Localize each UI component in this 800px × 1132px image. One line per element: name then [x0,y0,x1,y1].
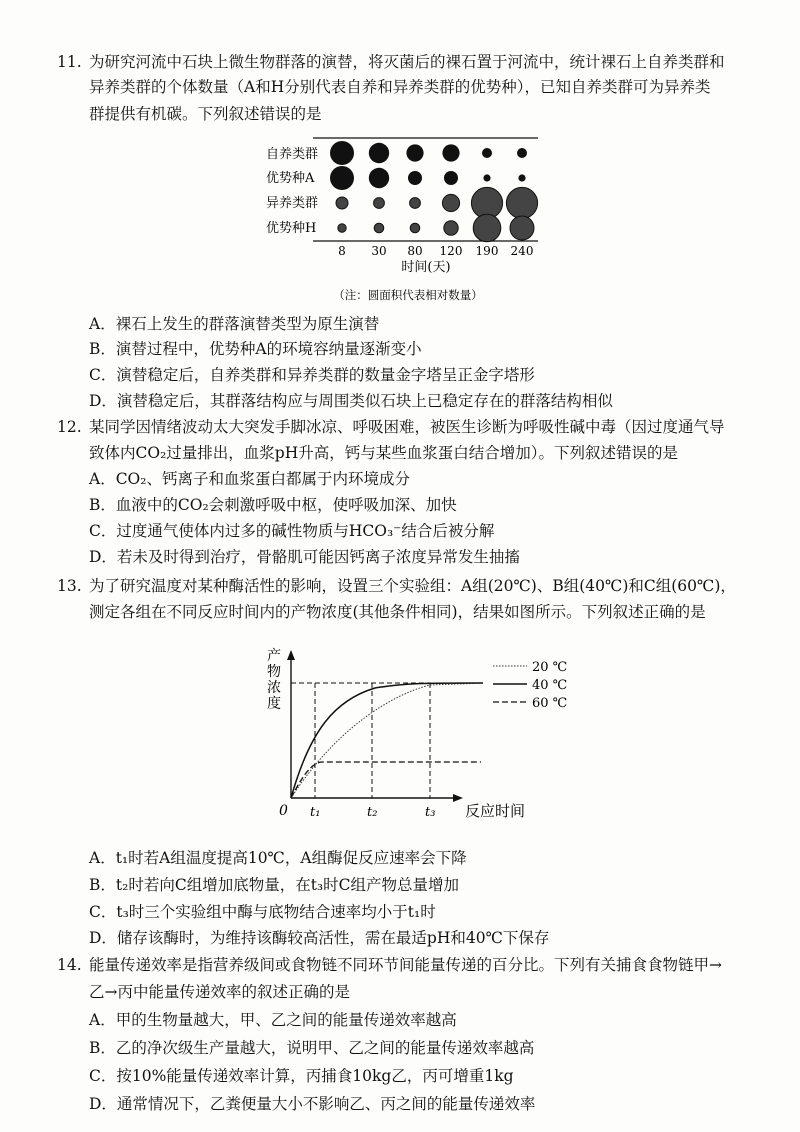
q14-stem-line-1: 能量传递效率是指营养级间或食物链不同环节间能量传递的百分比。下列有关捕食食物链甲→ [89,956,722,974]
q11-x-axis-label: 时间(天) [401,260,451,275]
q13-series-40c [291,683,483,798]
q12-number: 12. [57,418,82,436]
q11-bubble [369,168,389,188]
q11-tick-label: 80 [407,244,423,258]
q13-option-d: D．储存该酶时，为维持该酶较高活性，需在最适pH和40℃下保存 [89,929,550,947]
q13-tick-t1: t₁ [310,805,321,820]
q14-option-c: C．按10%能量传递效率计算，丙捕食10kg乙，丙可增重1kg [89,1067,514,1085]
q11-bubble [406,144,423,161]
q11-bubble [369,143,389,163]
q13-series-60c [291,762,481,798]
q13-tick-t3: t₃ [425,805,436,820]
q11-bubble [517,148,527,158]
q13-tick-t2: t₂ [367,805,378,820]
q13-enzyme-chart [255,640,575,830]
q13-option-a: A．t₁时若A组温度提高10℃，A组酶促反应速率会下降 [89,849,467,867]
q11-bubble [482,148,492,158]
q14-number: 14. [57,956,82,974]
q13-legend-20c: 20 ℃ [532,660,568,675]
q11-bubble [410,198,421,209]
q14-option-b: B．乙的净次级生产量越大，说明甲、乙之间的能量传递效率越高 [89,1039,535,1057]
q11-bubble [330,166,354,190]
q11-tick-label: 8 [338,244,346,258]
q13-x-axis-arrow [453,794,463,802]
q11-bubble [338,224,346,232]
q11-bubble-figure [258,128,548,304]
q13-option-b: B．t₂时若向C组增加底物量，在t₃时C组产物总量增加 [89,876,459,894]
q11-bubble [408,171,422,185]
q11-stem-line-2: 异养类群的个体数量（A和H分别代表自养和异养类群的优势种），已知自养类群可为异养类 [89,78,711,96]
q13-y-axis-label: 产物浓度 [267,648,281,712]
q13-number: 13. [57,577,82,595]
q11-bubble [410,223,420,233]
q11-number: 11. [57,53,82,71]
q13-stem-line-1: 为了研究温度对某种酶活性的影响，设置三个实验组：A组(20℃)、B组(40℃)和C组(60℃)， [89,577,736,595]
q11-bubble [442,194,459,211]
q11-tick-label: 120 [439,244,463,258]
q12-stem-line-1: 某同学因情绪波动太大突发手脚冰凉、呼吸困难，被医生诊断为呼吸性碱中毒（因过度通气导 [89,418,725,436]
q11-row-label: 优势种H [266,221,317,236]
q11-tick-label: 190 [475,244,499,258]
q14-stem-line-2: 乙→丙中能量传递效率的叙述正确的是 [89,983,350,1001]
q11-bubble [444,171,458,185]
q12-option-d: D．若未及时得到治疗，骨骼肌可能因钙离子浓度异常发生抽搐 [89,548,520,566]
q11-bubble [473,214,501,242]
q12-option-b: B．血液中的CO₂会刺激呼吸中枢，使呼吸加深、加快 [89,496,457,514]
q11-row-label: 优势种A [266,171,315,186]
q11-bubble [330,141,354,165]
q11-row-label: 自养类群 [266,147,319,162]
q13-legend-60c: 60 ℃ [532,696,568,711]
q11-option-d: D．演替稳定后，其群落结构应与周围类似石块上已稳定存在的群落结构相似 [89,392,613,410]
q14-option-a: A．甲的生物量越大，甲、乙之间的能量传递效率越高 [89,1011,457,1029]
q11-tick-label: 30 [371,244,387,258]
q11-bubble [374,198,385,209]
q11-option-a: A．裸石上发生的群落演替类型为原生演替 [89,315,380,333]
q13-origin-label: 0 [279,803,288,819]
q11-bubble [442,144,459,161]
q11-bubbles [330,141,538,242]
q12-stem-line-2: 致体内CO₂过量排出，血浆pH升高，钙与某些血浆蛋白结合增加）。下列叙述错误的是 [89,444,678,462]
q11-row-label: 异养类群 [266,196,319,211]
q14-option-d: D．通常情况下，乙粪便量大小不影响乙、丙之间的能量传递效率 [89,1095,536,1113]
q13-series-20c [291,683,483,798]
q12-option-c: C．过度通气使体内过多的碱性物质与HCO₃⁻结合后被分解 [89,522,495,540]
q13-stem-line-2: 测定各组在不同反应时间内的产物浓度(其他条件相同)，结果如图所示。下列叙述正确的是 [89,603,706,621]
q13-y-axis-arrow [287,650,295,660]
q12-option-a: A．CO₂、钙离子和血浆蛋白都属于内环境成分 [89,470,410,488]
q11-stem-line-3: 群提供有机碳。下列叙述错误的是 [89,105,322,123]
q11-bubble [483,174,490,181]
q13-legend-40c: 40 ℃ [532,678,568,693]
q13-option-c: C．t₃时三个实验组中酶与底物结合速率均小于t₁时 [89,903,436,921]
q11-bubble [374,223,384,233]
q11-option-b: B．演替过程中，优势种A的环境容纳量逐渐变小 [89,340,422,358]
q11-bubble [518,174,525,181]
q11-bubble [444,221,458,235]
q13-x-axis-label: 反应时间 [465,802,526,820]
q11-stem-line-1: 为研究河流中石块上微生物群落的演替，将灭菌后的裸石置于河流中，统计裸石上自养类群和 [89,53,725,71]
q11-bubble [510,216,534,240]
q11-bubble [336,197,348,209]
q11-option-c: C．演替稳定后，自养类群和异养类群的数量金字塔呈正金字塔形 [89,366,535,384]
q11-tick-label: 240 [510,244,534,258]
q11-bubble [506,187,537,218]
q11-figure-note: （注：圆面积代表相对数量） [333,288,483,302]
